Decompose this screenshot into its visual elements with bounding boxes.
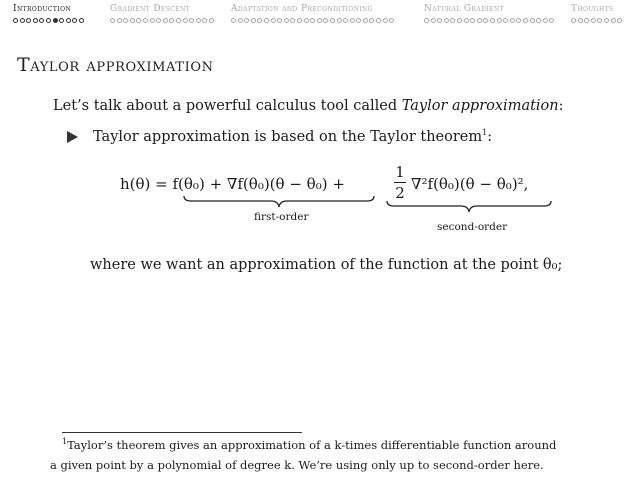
- nav-dot[interactable]: [389, 18, 394, 23]
- nav-dot[interactable]: [510, 18, 515, 23]
- nav-dot[interactable]: [189, 18, 194, 23]
- where-text: where we want an approximation of the function at the point θ₀;: [90, 257, 563, 273]
- fraction-denominator: 2: [395, 184, 405, 202]
- nav-dot[interactable]: [290, 18, 295, 23]
- slide-title: Taylor approximation: [17, 54, 214, 76]
- nav-dot[interactable]: [277, 18, 282, 23]
- nav-dot[interactable]: [530, 18, 535, 23]
- intro-suffix: :: [558, 98, 564, 114]
- nav-dot[interactable]: [183, 18, 188, 23]
- nav-section-thoughts[interactable]: Thoughts: [571, 4, 614, 14]
- nav-dot[interactable]: [516, 18, 521, 23]
- nav-dot[interactable]: [543, 18, 548, 23]
- nav-dot[interactable]: [323, 18, 328, 23]
- nav-dot[interactable]: [284, 18, 289, 23]
- nav-dot[interactable]: [163, 18, 168, 23]
- nav-dot[interactable]: [264, 18, 269, 23]
- nav-dot[interactable]: [39, 18, 44, 23]
- nav-dot[interactable]: [46, 18, 51, 23]
- nav-dot[interactable]: [251, 18, 256, 23]
- nav-dot[interactable]: [231, 18, 236, 23]
- nav-dot[interactable]: [136, 18, 141, 23]
- footnote-rule: [62, 432, 302, 433]
- intro-text: [53, 98, 564, 114]
- nav-dot[interactable]: [53, 18, 58, 23]
- nav-dot[interactable]: [143, 18, 148, 23]
- nav-dot[interactable]: [383, 18, 388, 23]
- nav-section-gradient-descent[interactable]: Gradient Descent: [110, 4, 191, 14]
- nav-dot[interactable]: [578, 18, 583, 23]
- nav-dot[interactable]: [271, 18, 276, 23]
- nav-dot[interactable]: [450, 18, 455, 23]
- nav-dot[interactable]: [72, 18, 77, 23]
- nav-dot[interactable]: [444, 18, 449, 23]
- nav-dot[interactable]: [202, 18, 207, 23]
- nav-dot[interactable]: [584, 18, 589, 23]
- nav-dot[interactable]: [257, 18, 262, 23]
- equation-second-part: ∇²f(θ₀)(θ − θ₀)²,: [411, 175, 529, 193]
- nav-dot[interactable]: [244, 18, 249, 23]
- footnote-number: 1: [62, 437, 68, 446]
- nav-dot[interactable]: [317, 18, 322, 23]
- nav-dot[interactable]: [304, 18, 309, 23]
- nav-dot[interactable]: [13, 18, 18, 23]
- nav-dot[interactable]: [169, 18, 174, 23]
- nav-dot[interactable]: [369, 18, 374, 23]
- nav-dot[interactable]: [611, 18, 616, 23]
- nav-dots-introduction[interactable]: [13, 18, 84, 24]
- nav-dots-natural-gradient[interactable]: [424, 18, 554, 24]
- nav-dot[interactable]: [59, 18, 64, 23]
- fraction-numerator: 1: [395, 163, 405, 181]
- nav-dot[interactable]: [150, 18, 155, 23]
- nav-section-natural-gradient[interactable]: Natural Gradient: [424, 4, 504, 14]
- navigation-bar: [0, 0, 638, 28]
- nav-dot[interactable]: [477, 18, 482, 23]
- footnote-line-1: $^1$Taylor’s theorem gives an approximation of a k-times differentiable function around: [62, 437, 557, 452]
- nav-dot[interactable]: [156, 18, 161, 23]
- nav-dot[interactable]: [356, 18, 361, 23]
- nav-dot[interactable]: [79, 18, 84, 23]
- nav-section-introduction[interactable]: Introduction: [13, 4, 72, 14]
- nav-dot[interactable]: [130, 18, 135, 23]
- nav-dot[interactable]: [536, 18, 541, 23]
- triangle-bullet-icon: [67, 131, 78, 143]
- nav-dot[interactable]: [343, 18, 348, 23]
- nav-dot[interactable]: [591, 18, 596, 23]
- nav-dot[interactable]: [604, 18, 609, 23]
- nav-dot[interactable]: [497, 18, 502, 23]
- fraction-bar: [394, 182, 406, 183]
- first-order-underbrace: [183, 195, 375, 209]
- nav-dot[interactable]: [457, 18, 462, 23]
- nav-section-adaptation[interactable]: Adaptation and Preconditioning: [231, 4, 373, 14]
- nav-dot[interactable]: [464, 18, 469, 23]
- nav-dot[interactable]: [196, 18, 201, 23]
- nav-dot[interactable]: [431, 18, 436, 23]
- nav-dot[interactable]: [571, 18, 576, 23]
- nav-dot[interactable]: [363, 18, 368, 23]
- nav-dot[interactable]: [470, 18, 475, 23]
- nav-dot[interactable]: [617, 18, 622, 23]
- nav-dot[interactable]: [33, 18, 38, 23]
- nav-dot[interactable]: [437, 18, 442, 23]
- nav-dot[interactable]: [330, 18, 335, 23]
- nav-dots-gradient-descent[interactable]: [110, 18, 214, 24]
- nav-dots-thoughts[interactable]: [571, 18, 622, 24]
- nav-dot[interactable]: [238, 18, 243, 23]
- nav-dot[interactable]: [117, 18, 122, 23]
- second-order-label: second-order: [437, 221, 508, 233]
- footnote-mark[interactable]: 1: [482, 128, 488, 137]
- nav-dot[interactable]: [209, 18, 214, 23]
- bullet-text: Taylor approximation is based on the Taylor theorem$^1$:: [93, 128, 493, 145]
- equation-fraction: [394, 163, 406, 202]
- second-order-underbrace: [386, 200, 552, 214]
- nav-dot[interactable]: [20, 18, 25, 23]
- nav-dot[interactable]: [123, 18, 128, 23]
- nav-dot[interactable]: [523, 18, 528, 23]
- nav-dot[interactable]: [297, 18, 302, 23]
- nav-dot[interactable]: [490, 18, 495, 23]
- intro-prefix: Let’s talk about a powerful calculus tool called: [53, 98, 402, 114]
- nav-dot[interactable]: [350, 18, 355, 23]
- nav-dot[interactable]: [597, 18, 602, 23]
- nav-dot[interactable]: [376, 18, 381, 23]
- nav-dot[interactable]: [110, 18, 115, 23]
- nav-dots-adaptation[interactable]: [231, 18, 394, 24]
- nav-dot[interactable]: [176, 18, 181, 23]
- footnote-line-2: a given point by a polynomial of degree k. We’re using only up to second-order here.: [50, 458, 544, 472]
- nav-dot[interactable]: [483, 18, 488, 23]
- equation-first-part: h(θ) = f(θ₀) + ∇f(θ₀)(θ − θ₀) +: [120, 175, 345, 193]
- nav-dot[interactable]: [549, 18, 554, 23]
- nav-dot[interactable]: [310, 18, 315, 23]
- nav-dot[interactable]: [503, 18, 508, 23]
- nav-dot[interactable]: [337, 18, 342, 23]
- nav-dot[interactable]: [424, 18, 429, 23]
- first-order-label: first-order: [254, 211, 309, 223]
- nav-dot[interactable]: [66, 18, 71, 23]
- intro-emphasis: Taylor approximation: [401, 98, 559, 114]
- nav-dot[interactable]: [26, 18, 31, 23]
